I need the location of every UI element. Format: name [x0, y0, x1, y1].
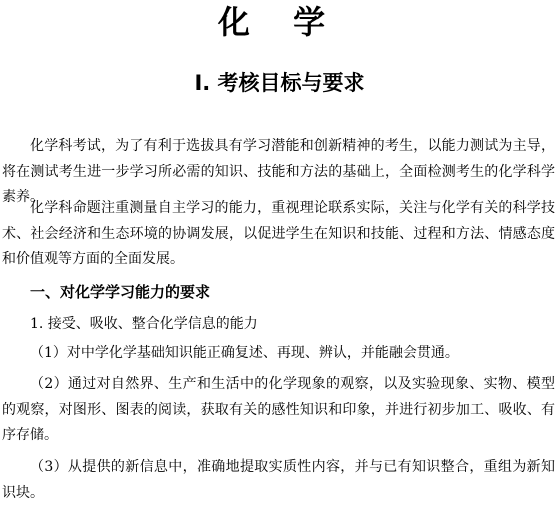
item-3: （3）从提供的新信息中，准确地提取实质性内容，并与已有知识整合，重组为新知识块。	[2, 459, 555, 501]
page-title: 化 学	[217, 3, 342, 41]
heading-ability-requirements: 一、对化学学习能力的要求	[30, 283, 211, 301]
item-1: （1）对中学化学基础知识能正确复述、再现、辨认，并能融会贯通。	[30, 345, 459, 361]
item-2: （2）通过对自然界、生产和生活中的化学现象的观察，以及实验现象、实物、模型的观察，对图形、图表的阅读，获取有关的感性知识和印象，并进行初步加工、吸收、有序存储。	[2, 376, 555, 443]
section-title: Ⅰ. 考核目标与要求	[194, 71, 365, 95]
paragraph-2: 化学科命题注重测量自主学习的能力，重视理论联系实际，关注与化学有关的科学技术、社会经济和生态环境的协调发展，以促进学生在知识和技能、过程和方法、情感态度和价值观等方面的全面发展。	[2, 200, 555, 267]
paragraph-1: 化学科考试，为了有利于选拔具有学习潜能和创新精神的考生，以能力测试为主导，将在测试考生进一步学习所必需的知识、技能和方法的基础上，全面检测考生的化学科学素养。	[2, 138, 555, 205]
subheading-information-ability: 1. 接受、吸收、整合化学信息的能力	[30, 316, 258, 332]
